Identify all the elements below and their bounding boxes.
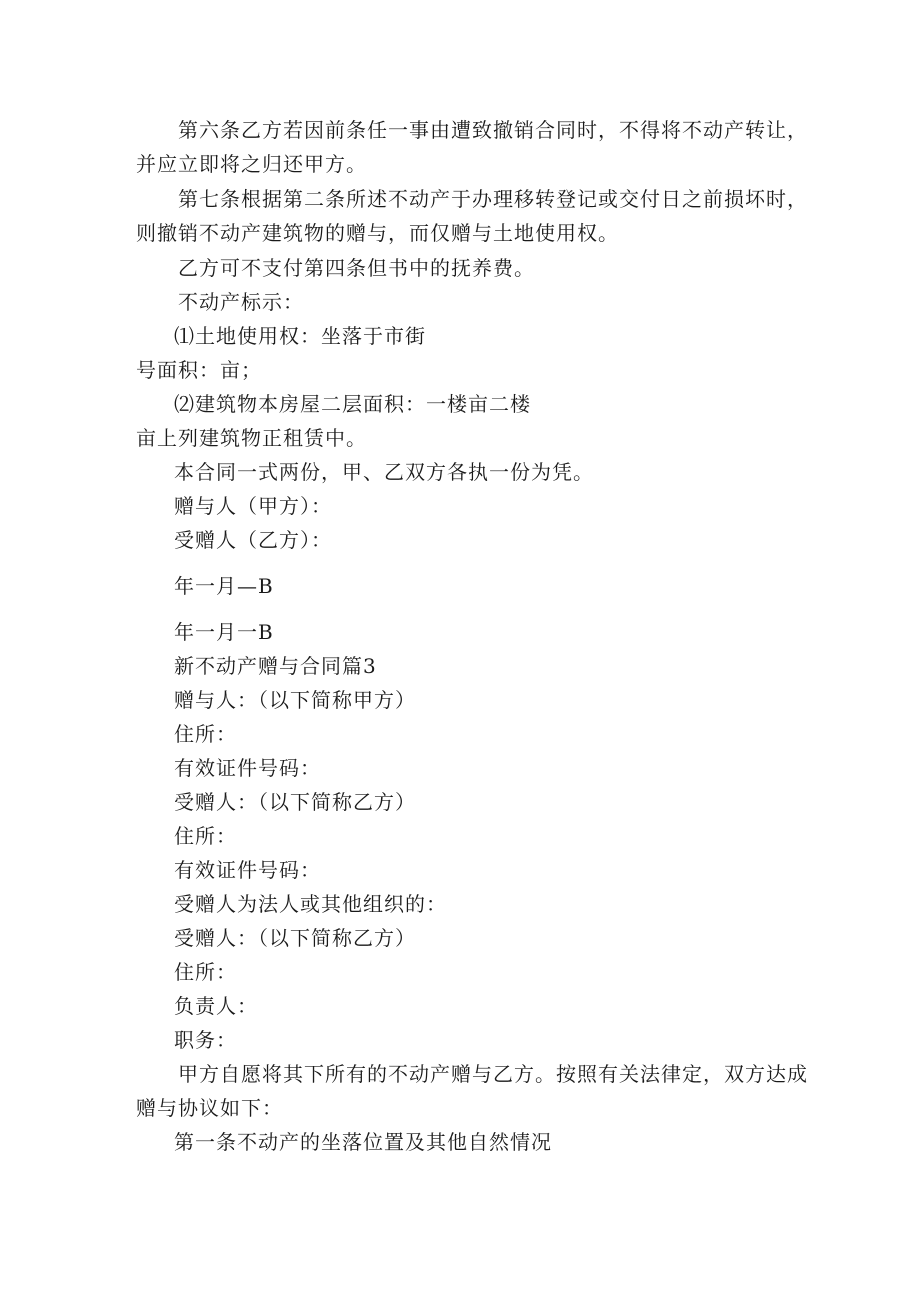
lease-line: 亩上列建筑物正租赁中。	[136, 426, 367, 450]
land-area-line: 号面积：亩；	[136, 358, 262, 382]
article-1-heading: 第一条不动产的坐落位置及其他自然情况	[174, 1130, 552, 1154]
land-use-right-line: ⑴土地使用权：坐落于市街	[174, 324, 426, 348]
donee-id-field: 有效证件号码：	[174, 858, 321, 882]
donor-id-field: 有效证件号码：	[174, 756, 321, 780]
agreement-intro-line-2: 赠与协议如下：	[136, 1096, 283, 1120]
entity-donee-field: 受赠人：（以下简称乙方）	[174, 926, 416, 950]
property-label: 不动产标示：	[178, 290, 304, 314]
clause-7-line-2: 则撤销不动产建筑物的赠与，而仅赠与土地使用权。	[136, 221, 619, 245]
clause-6-line-1: 第六条乙方若因前条任一事由遭致撤销合同时，不得将不动产转让，	[178, 118, 808, 142]
date-line-2: 年一月一B	[174, 620, 274, 644]
section-title: 新不动产赠与合同篇3	[174, 654, 377, 678]
donor-field: 赠与人：（以下简称甲方）	[174, 688, 416, 712]
legal-entity-label: 受赠人为法人或其他组织的：	[174, 892, 447, 916]
clause-7-line-1: 第七条根据第二条所述不动产于办理移转登记或交付日之前损坏时，	[178, 187, 808, 211]
donee-address-field: 住所：	[174, 824, 237, 848]
position-field: 职务：	[174, 1028, 237, 1052]
donor-address-field: 住所：	[174, 722, 237, 746]
agreement-intro-line-1: 甲方自愿将其下所有的不动产赠与乙方。按照有关法律定，双方达成	[178, 1062, 808, 1086]
alimony-note: 乙方可不支付第四条但书中的抚养费。	[178, 256, 535, 280]
date-line-1: 年一月—B	[174, 574, 274, 598]
donee-signature-line: 受赠人（乙方）：	[174, 528, 332, 552]
copies-line: 本合同一式两份，甲、乙双方各执一份为凭。	[174, 460, 594, 484]
donee-field: 受赠人：（以下简称乙方）	[174, 790, 416, 814]
clause-6-line-2: 并应立即将之归还甲方。	[136, 152, 367, 176]
building-line: ⑵建筑物本房屋二层面积：一楼亩二楼	[174, 392, 531, 416]
donor-signature-line: 赠与人（甲方）：	[174, 494, 332, 518]
entity-address-field: 住所：	[174, 960, 237, 984]
responsible-person-field: 负责人：	[174, 994, 258, 1018]
